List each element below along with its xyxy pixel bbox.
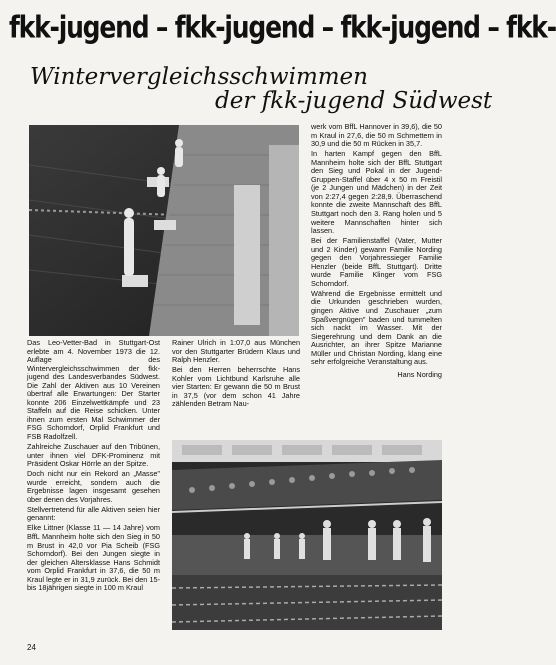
- column-left: [27, 339, 160, 594]
- photo-pool-spectators-image: [172, 440, 442, 630]
- paragraph: Während die Ergebnisse ermittelt und die Urkunden geschrieben wurden, gingen Aktive und Zuschauer „zum Spaßvergnügen" baden und tummelten sich nackt im Wasser. Mit der Siegerehrung und dem Dank an die Ausrichter, an ihrer Spitze Marianne Müller und Christan Nording, klang eine sehr erfolgreiche Veranstaltung aus.: [311, 288, 442, 367]
- paragraph: Elke Littner (Klasse 11 — 14 Jahre) vom BffL Mannheim holte sich den Sieg in 50 m Brust in 42,0 vor Pia Scheib (FSG Schorndorf). Bei den Jungen siegte in der gleichen Altersklasse Hans Schmidt vom Orplid Frankfurt in 37,6, die 50 m Kraul legte er in 31,9 zurück. Bei den 15- bis 18jährigen siegte in 100 m Kraul: [27, 523, 160, 593]
- paragraph: Doch nicht nur ein Rekord an „Masse" wurde erreicht, sondern auch die Ergebnisse lagen insgesamt gesehen über denen des Vorjahres.: [27, 469, 160, 504]
- photo-starting-blocks-image: [29, 125, 299, 336]
- paragraph: Bei den Herren beherrschte Hans Kohler vom Lichtbund Karlsruhe alle vier Starten: Er gewann die 50 m Brust in 37,5 (vor dem schon 41 Jahre zählenden Betram Nau-: [172, 365, 300, 409]
- paragraph: werk vom BffL Hannover in 39,6), die 50 m Kraul in 27,6, die 50 m Schmettern in 30,9 und die 50 m Rücken in 35,7.: [311, 122, 442, 149]
- photo-pool-spectators: [172, 440, 442, 630]
- column-right: [311, 123, 442, 381]
- paragraph: Zahlreiche Zuschauer auf den Tribünen, unter ihnen viel DFK-Prominenz mit Präsident Oskar Hörrle an der Spitze.: [27, 442, 160, 469]
- article-title-line2: der fkk-jugend Südwest: [215, 88, 493, 114]
- paragraph: Rainer Ulrich in 1:07,0 aus München vor den Stuttgarter Brüdern Klaus und Ralph Henzler.: [172, 338, 300, 365]
- paragraph: Bei der Familienstaffel (Vater, Mutter und 2 Kinder) gewann Familie Nording gegen den Vorjahressieger Familie Henzler (beide BffL Stuttgart). Dritte wurde Familie Klinger vom FSG Schorndorf.: [311, 236, 442, 288]
- paragraph: Das Leo-Vetter-Bad in Stuttgart-Ost erlebte am 4. November 1973 die 12. Auflage des Wintervergleichsschwimmen der fkk-jugend des Landesverbandes Südwest. Die Zahl der Aktiven aus 10 Vereinen übertraf alle Erwartungen: Der Starter konnte 206 Einzelwettkämpfe und 23 Staffeln auf die Reise schicken. Unter ihnen zum ersten Mal Schwimmer der FSG Schorndorf, Orplid Frankfurt und FSB Radolfzell.: [27, 338, 160, 442]
- photo-starting-blocks: [29, 125, 299, 336]
- page-number: 24: [27, 643, 36, 652]
- banner-header: fkk-jugend – fkk-jugend – fkk-jugend – fkk-: [9, 10, 556, 45]
- signature: Hans Nording: [397, 369, 442, 379]
- paragraph: In harten Kampf gegen den BffL Mannheim holte sich der BffL Stuttgart den Sieg und Pokal in der Jugend-Gruppen-Staffel über 4 x 50 m Freistil (je 2 Jungen und Mädchen) in der Zeit von 2:27,4 gegen 2:28,9. Überraschend konnte die zweite Mannschaft des BffL Stuttgart noch den 3. Rang holen und 5 weitere Mannschaften hinter sich lassen.: [311, 149, 442, 236]
- article-title-line1: Wintervergleichsschwimmen: [30, 64, 368, 90]
- paragraph: Stellvertretend für alle Aktiven seien hier genannt:: [27, 504, 160, 523]
- column-middle: [172, 339, 300, 410]
